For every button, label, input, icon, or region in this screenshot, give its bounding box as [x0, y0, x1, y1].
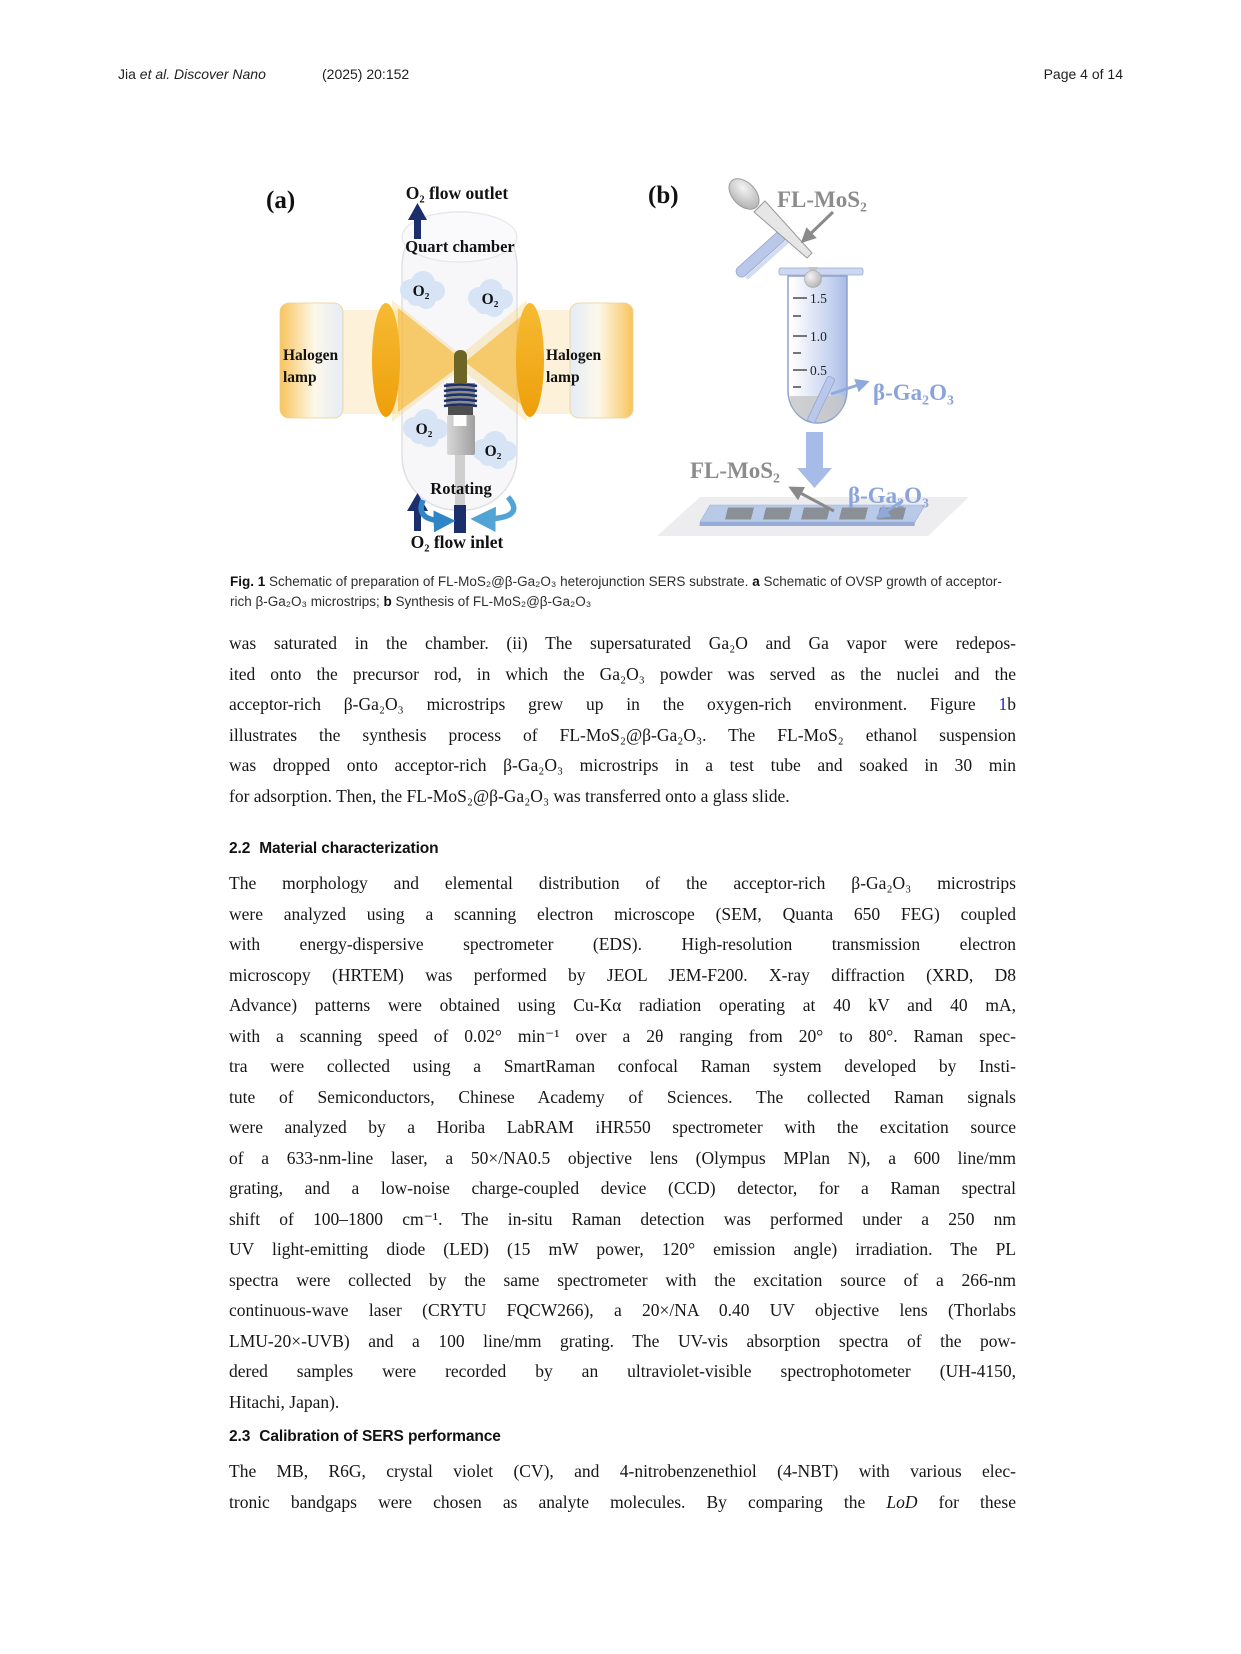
- halogen-lamp-right-label-2: lamp: [546, 369, 580, 386]
- text-segment: b: [1007, 694, 1016, 714]
- text-line: tute of Semiconductors, Chinese Academy of Sciences. The collected Raman signals: [229, 1086, 1016, 1107]
- panel-b-label: (b): [648, 182, 679, 209]
- text-line: for adsorption. Then, the FL-MoS₂@β-Ga₂O₃ was transferred onto a glass slide.: [229, 785, 790, 806]
- text-line: were analyzed using a scanning electron microscope (SEM, Quanta 650 FEG) coupled: [229, 903, 1016, 924]
- text-line: Advance) patterns were obtained using Cu-Kα radiation operating at 40 kV and 40 mA,: [229, 995, 1016, 1015]
- text-line: shift of 100–1800 cm⁻¹. The in-situ Raman detection was performed under a 250 nm: [229, 1208, 1016, 1229]
- fl-mos2-label-top: FL-MoS₂: [777, 187, 867, 212]
- et-al: et al.: [139, 66, 171, 82]
- tick-label-0-5: 0.5: [810, 363, 827, 378]
- section-title: Calibration of SERS performance: [259, 1428, 501, 1445]
- o2-molecule-label: O₂: [415, 421, 433, 438]
- section-number: 2.3: [229, 1428, 251, 1445]
- halogen-lamp-left-label-1: Halogen: [283, 347, 339, 364]
- panel-b: [648, 173, 969, 536]
- text-line: with energy-dispersive spectrometer (EDS). High-resolution transmission electron: [229, 934, 1016, 954]
- lamp-lens-right: [516, 303, 544, 417]
- o2-molecule-label: O₂: [412, 283, 430, 300]
- tube-rim: [779, 268, 863, 275]
- rod-dark-segment: [448, 406, 473, 415]
- text-line: dered samples were recorded by an ultraviolet-visible spectrophotometer (UH-4150,: [229, 1361, 1016, 1381]
- o2-flow-inlet-label: O₂ flow inlet: [410, 532, 504, 552]
- figure-caption: [230, 572, 1018, 611]
- text-line: grating, and a low-noise charge-coupled device (CCD) detector, for a Raman spectral: [229, 1178, 1016, 1198]
- tick-label-1-0: 1.0: [810, 329, 827, 344]
- text-line: ited onto the precursor rod, in which the Ga₂O₃ powder was served as the nuclei and the: [229, 663, 1016, 684]
- lamp-lens-left: [372, 303, 400, 417]
- running-head-citation: [118, 66, 266, 82]
- text-segment: for these: [917, 1491, 1016, 1512]
- text-line: The morphology and elemental distribution of the acceptor-rich β-Ga₂O₃ microstrips: [229, 873, 1016, 893]
- panel-a: [266, 183, 633, 552]
- text-line: [229, 1487, 1016, 1518]
- caption-text: Schematic of OVSP growth of acceptor-rich β-Ga₂O₃ microstrips;: [230, 574, 1002, 609]
- text-line: illustrates the synthesis process of FL-MoS₂@β-Ga₂O₃. The FL-MoS₂ ethanol suspension: [229, 724, 1016, 745]
- figure-1: [230, 150, 1020, 570]
- o2-flow-outlet-label: O₂ flow outlet: [405, 183, 509, 203]
- caption-part-b: b: [383, 593, 392, 609]
- rod-tip: [454, 350, 467, 388]
- text-line: microscopy (HRTEM) was performed by JEOL JEM-F200. X-ray diffraction (XRD, D8: [229, 964, 1016, 985]
- text-line: UV light-emitting diode (LED) (15 mW power, 120° emission angle) irradiation. The PL: [229, 1239, 1016, 1259]
- o2-molecule-label: O₂: [481, 291, 499, 308]
- caption-text: Schematic of preparation of FL-MoS₂@β-Ga₂O₃ heterojunction SERS substrate.: [265, 574, 753, 589]
- panel-a-label: (a): [266, 187, 296, 214]
- text-line: The MB, R6G, crystal violet (CV), and 4-nitrobenzenethiol (4-NBT) with various elec-: [229, 1461, 1016, 1481]
- fl-mos2-label-bottom: FL-MoS₂: [690, 458, 780, 483]
- fl-mos2-callout-arrow: [803, 212, 833, 241]
- text-line: [229, 689, 1016, 720]
- running-head: [115, 66, 1123, 86]
- text-line: Hitachi, Japan).: [229, 1391, 340, 1412]
- text-line: continuous-wave laser (CRYTU FQCW266), a 20×/NA 0.40 UV objective lens (Thorlabs: [229, 1300, 1016, 1320]
- caption-part-a: a: [752, 574, 760, 589]
- journal-name: Discover Nano: [174, 66, 266, 82]
- rotating-label: Rotating: [430, 479, 492, 498]
- tick-label-1-5: 1.5: [810, 291, 827, 306]
- halogen-lamp-right-label-1: Halogen: [546, 347, 602, 364]
- quart-chamber-label: Quart chamber: [405, 237, 515, 256]
- figure-caption-number: Fig. 1: [230, 574, 266, 589]
- lod-italic: LoD: [886, 1491, 918, 1512]
- text-line: was saturated in the chamber. (ii) The supersaturated Ga₂O and Ga vapor were redepos-: [229, 633, 1016, 653]
- transfer-down-arrow: [797, 432, 832, 488]
- beta-ga2o3-label-bottom: β-Ga₂O₃: [848, 483, 929, 508]
- author-name: Jia: [118, 66, 136, 82]
- caption-text: Synthesis of FL-MoS₂@β-Ga₂O₃: [391, 593, 592, 609]
- text-line: spectra were collected by the same spectrometer with the excitation source of a 266-nm: [229, 1269, 1016, 1290]
- paragraph-2-2: [229, 868, 1016, 1417]
- section-heading-2-3: [229, 1428, 501, 1446]
- paragraph-1: [229, 628, 1016, 811]
- text-line: LMU-20×-UVB) and a 100 line/mm grating. The UV-vis absorption spectra of the pow-: [229, 1330, 1016, 1351]
- section-title: Material characterization: [259, 840, 439, 857]
- text-segment: tronic bandgaps were chosen as analyte molecules. By comparing the: [229, 1491, 887, 1512]
- section-number: 2.2: [229, 840, 251, 857]
- beta-ga2o3-label-top: β-Ga₂O₃: [873, 380, 954, 405]
- text-line: tra were collected using a SmartRaman confocal Raman system developed by Insti-: [229, 1056, 1016, 1076]
- o2-molecule-label: O₂: [484, 443, 502, 460]
- text-line: of a 633-nm-line laser, a 50×/NA0.5 objective lens (Olympus MPlan N), a 600 line/mm: [229, 1147, 1016, 1168]
- section-heading-2-2: [229, 840, 439, 858]
- issue-info: (2025) 20:152: [322, 66, 410, 82]
- text-line: was dropped onto acceptor-rich β-Ga₂O₃ microstrips in a test tube and soaked in 30 min: [229, 755, 1016, 775]
- halogen-lamp-left-label-2: lamp: [283, 369, 317, 386]
- text-line: were analyzed by a Horiba LabRAM iHR550 spectrometer with the excitation source: [229, 1117, 1016, 1137]
- text-line: with a scanning speed of 0.02° min⁻¹ over a 2θ ranging from 20° to 80°. Raman spec-: [229, 1025, 1016, 1046]
- page-indicator: Page 4 of 14: [1043, 66, 1123, 82]
- text-segment: acceptor-rich β-Ga₂O₃ microstrips grew up in the oxygen-rich environment. Figure: [229, 694, 999, 714]
- paragraph-2-3: [229, 1456, 1016, 1517]
- rod-inlet-stem: [454, 505, 466, 533]
- figure-1b-link[interactable]: 1: [998, 694, 1008, 714]
